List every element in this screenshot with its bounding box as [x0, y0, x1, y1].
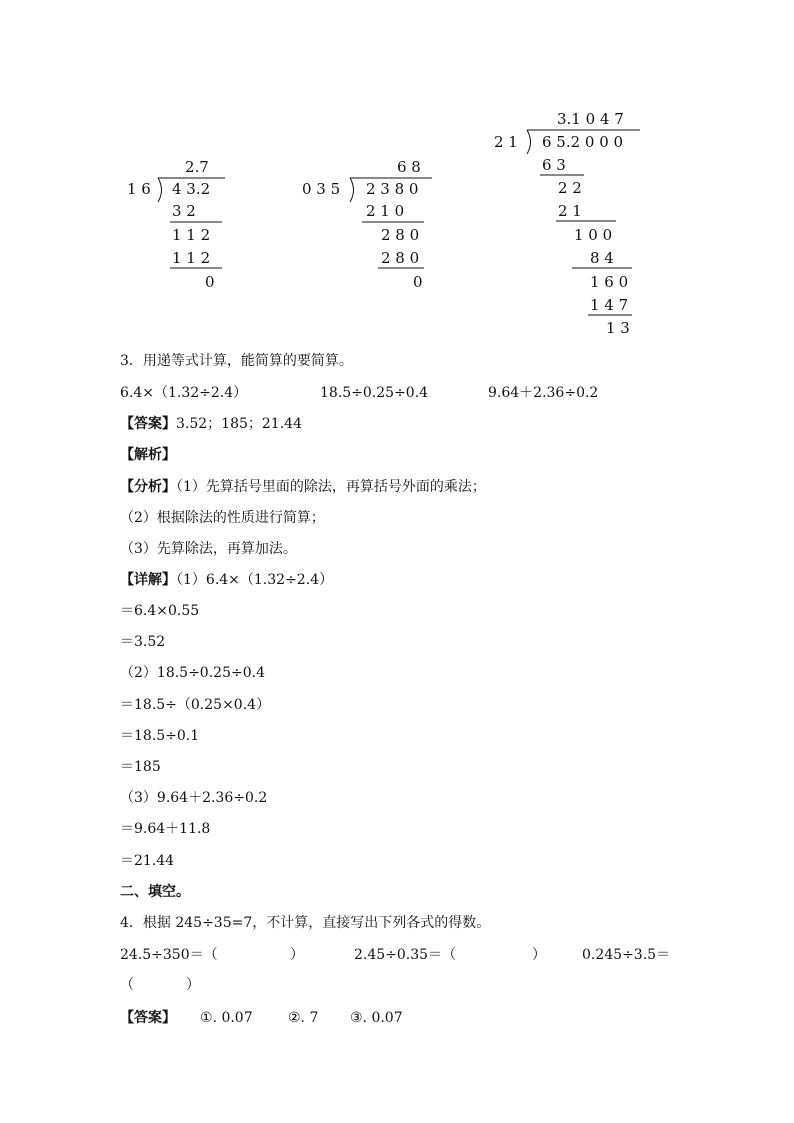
detail-line-6: ＝18.5÷0.1 [120, 728, 200, 744]
detail-line-4: （2）18.5÷0.25÷0.4 [120, 665, 265, 681]
bracket-curve-2 [350, 178, 354, 202]
step-3-7: 1 4 7 [590, 296, 629, 314]
q4-item-1: 24.5÷350＝（ [120, 947, 218, 963]
step-2-1: 2 1 0 [366, 202, 405, 220]
answer-label: 【答案】 [120, 416, 176, 432]
dividend-2: 2 3 8 0 [366, 180, 419, 198]
divisor-1: 1 6 [127, 180, 151, 198]
step-1-2: 1 1 2 [172, 226, 211, 244]
q3-problems [120, 384, 599, 402]
step-2-3: 2 8 0 [381, 249, 420, 267]
step-1-1: 3 2 [172, 202, 196, 220]
detail-line-9: ＝9.64＋11.8 [120, 821, 211, 837]
step-1-4: 0 [205, 273, 215, 291]
q4-items [120, 946, 671, 964]
q4-item-3-open: （ [120, 977, 134, 993]
q4-item-3-wrap [120, 976, 200, 994]
fenxi-line-3: （3）先算除法，再算加法。 [120, 541, 297, 557]
bracket-curve-3 [527, 130, 531, 154]
q4-item-1-close: ） [290, 947, 304, 963]
quotient-1: 2.7 [185, 158, 209, 176]
fenxi-text-1: （1）先算括号里面的除法，再算括号外面的乘法； [176, 479, 486, 495]
detail-line-1 [120, 571, 333, 589]
step-3-1: 6 3 [542, 156, 566, 174]
detail-line-10: ＝21.44 [120, 853, 175, 869]
q4-item-3-close: ） [186, 977, 200, 993]
fenxi-line-1 [120, 478, 486, 496]
detail-line-7: ＝185 [120, 759, 161, 775]
q4-answer-label: 【答案】 [120, 1010, 176, 1026]
answer-text: 3.52；185；21.44 [176, 416, 302, 432]
q4-title: 4．根据 245÷35=7，不计算，直接写出下列各式的得数。 [120, 915, 491, 931]
step-3-5: 8 4 [590, 249, 614, 267]
q3-problem-3: 9.64＋2.36÷0.2 [488, 385, 599, 401]
step-3-3: 2 1 [558, 202, 582, 220]
q4-item-3: 0.245÷3.5＝ [582, 947, 671, 963]
analysis-label: 【解析】 [120, 447, 176, 463]
long-division-1 [0, 0, 794, 340]
dividend-1: 4 3.2 [172, 180, 211, 198]
step-2-4: 0 [413, 273, 423, 291]
bracket-curve-1 [158, 178, 162, 202]
q3-problem-1: 6.4×（1.32÷2.4） [120, 385, 248, 401]
dividend-3: 6 5.2 0 0 0 [542, 133, 624, 151]
q4-answer-1: ①. 0.07 [200, 1010, 253, 1026]
q4-item-2: 2.45÷0.35＝（ [354, 947, 457, 963]
q4-answer-2: ②. 7 [288, 1010, 319, 1026]
divisor-2: 0 3 5 [302, 180, 341, 198]
detail-line-8: （3）9.64＋2.36÷0.2 [120, 790, 268, 806]
step-3-4: 1 0 0 [574, 226, 613, 244]
fenxi-label: 【分析】 [120, 479, 176, 495]
q4-answer [120, 1009, 403, 1027]
detail-line-2: ＝6.4×0.55 [120, 603, 200, 619]
detail-text-1: （1）6.4×（1.32÷2.4） [176, 572, 334, 588]
quotient-2: 6 8 [397, 158, 421, 176]
q3-answer [120, 415, 302, 433]
detail-line-3: ＝3.52 [120, 634, 166, 650]
detail-line-5: ＝18.5÷（0.25×0.4） [120, 697, 271, 713]
q3-title: 3．用递等式计算，能简算的要简算。 [120, 353, 353, 369]
step-3-6: 1 6 0 [590, 273, 629, 291]
fenxi-line-2: （2）根据除法的性质进行简算； [120, 510, 325, 526]
q4-answer-3: ③. 0.07 [350, 1010, 403, 1026]
q3-problem-2: 18.5÷0.25÷0.4 [320, 385, 429, 401]
step-2-2: 2 8 0 [381, 226, 420, 244]
divisor-3: 2 1 [494, 133, 518, 151]
quotient-3: 3.1 0 4 7 [557, 110, 624, 128]
section-2-title: 二、填空。 [120, 884, 190, 900]
step-1-3: 1 1 2 [172, 249, 211, 267]
q4-item-2-close: ） [532, 947, 546, 963]
step-3-8: 1 3 [606, 319, 630, 337]
step-3-2: 2 2 [558, 179, 582, 197]
xiangjie-label: 【详解】 [120, 572, 176, 588]
